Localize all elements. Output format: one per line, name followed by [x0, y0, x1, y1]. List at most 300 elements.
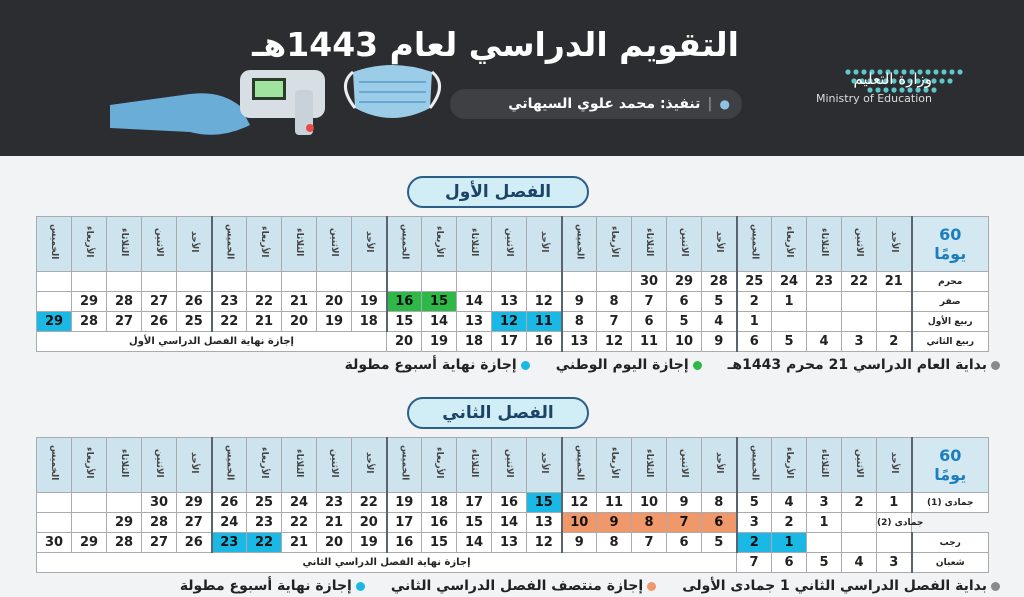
- table-row: [37, 272, 989, 292]
- weekday-header-row: [37, 217, 989, 272]
- day-cell: 30: [632, 272, 667, 292]
- day-cell: 28: [107, 533, 142, 553]
- day-cell: [772, 312, 807, 332]
- days-word: يومًا: [934, 244, 967, 263]
- day-cell: 13: [562, 332, 597, 352]
- end-of-semester-note: إجازة نهاية الفصل الدراسي الأول: [37, 332, 387, 352]
- day-cell: 9: [667, 493, 702, 513]
- legend-dot-icon: [647, 582, 656, 591]
- semester-2-title: الفصل الثاني: [407, 397, 589, 429]
- table-row: [37, 312, 989, 332]
- day-cell: 16: [422, 513, 457, 533]
- weekday-label: الاثنين: [679, 227, 689, 257]
- weekday-label: الخميس: [224, 445, 235, 481]
- weekday-label: الأربعاء: [259, 226, 269, 258]
- day-cell: 10: [667, 332, 702, 352]
- day-cell: 5: [807, 553, 842, 573]
- day-cell: 29: [72, 533, 107, 553]
- legend-text: إجازة اليوم الوطني: [555, 357, 689, 373]
- weekday-label: الأربعاء: [784, 226, 794, 258]
- semester-1-table: [36, 216, 989, 352]
- days-count: [912, 217, 989, 272]
- day-cell: 8: [597, 533, 632, 553]
- day-cell: 15: [387, 312, 422, 332]
- day-cell: 9: [562, 292, 597, 312]
- weekday-header: [317, 438, 352, 493]
- day-cell: 21: [282, 533, 317, 553]
- weekday-header: [247, 438, 282, 493]
- day-cell: 6: [737, 332, 772, 352]
- day-cell: 7: [632, 533, 667, 553]
- weekday-header: [702, 217, 737, 272]
- day-cell: 4: [842, 553, 877, 573]
- legend-text: بداية الفصل الدراسي الثاني 1 جمادى الأولى: [682, 578, 987, 594]
- month-label: جمادى (1): [912, 493, 989, 513]
- weekday-header: [107, 217, 142, 272]
- month-label: ربيع الثاني: [912, 332, 989, 352]
- day-cell: [352, 272, 387, 292]
- day-cell: 13: [527, 513, 562, 533]
- weekday-label: الثلاثاء: [294, 227, 304, 257]
- day-cell: [807, 292, 842, 312]
- table-row: [37, 553, 989, 573]
- day-cell: [527, 272, 562, 292]
- weekday-header: [387, 438, 422, 493]
- day-cell: 16: [492, 493, 527, 513]
- day-cell: 30: [142, 493, 177, 513]
- end-of-semester-note: إجازة نهاية الفصل الدراسي الثاني: [37, 553, 737, 573]
- weekday-label: الأربعاء: [84, 226, 94, 258]
- day-cell: 21: [317, 513, 352, 533]
- day-cell: [457, 272, 492, 292]
- weekday-label: الاثنين: [504, 448, 514, 478]
- month-label: صفر: [912, 292, 989, 312]
- author-name: تنفيذ: محمد علوي السيهاتي: [508, 96, 701, 112]
- day-cell: 4: [772, 493, 807, 513]
- day-cell: 13: [492, 533, 527, 553]
- day-cell: [842, 533, 877, 553]
- day-cell: 10: [632, 493, 667, 513]
- weekday-header: [247, 217, 282, 272]
- day-cell: [492, 272, 527, 292]
- table-row: [37, 533, 989, 553]
- day-cell: 19: [352, 292, 387, 312]
- day-cell: 19: [317, 312, 352, 332]
- day-cell: [37, 493, 72, 513]
- day-cell: [842, 513, 877, 533]
- day-cell: [72, 493, 107, 513]
- weekday-header: [422, 217, 457, 272]
- weekday-label: الثلاثاء: [819, 227, 829, 257]
- day-cell: 7: [737, 553, 772, 573]
- day-cell: 26: [142, 312, 177, 332]
- day-cell: 3: [737, 513, 772, 533]
- weekday-header: [492, 217, 527, 272]
- day-cell: 3: [842, 332, 877, 352]
- days-number: 60: [939, 446, 962, 465]
- day-cell: 3: [807, 493, 842, 513]
- month-label: محرم: [912, 272, 989, 292]
- header-banner: [0, 0, 1024, 156]
- day-cell: 21: [877, 272, 912, 292]
- day-cell: 16: [527, 332, 562, 352]
- weekday-header: [282, 438, 317, 493]
- day-cell: 2: [772, 513, 807, 533]
- day-cell: 15: [422, 292, 457, 312]
- weekday-header: [737, 217, 772, 272]
- day-cell: 22: [842, 272, 877, 292]
- weekday-label: الثلاثاء: [294, 448, 304, 478]
- day-cell: 25: [177, 312, 212, 332]
- day-cell: 26: [177, 292, 212, 312]
- day-cell: 1: [737, 312, 772, 332]
- day-cell: 29: [667, 272, 702, 292]
- day-cell: 23: [212, 292, 247, 312]
- day-cell: [177, 272, 212, 292]
- day-cell: 4: [807, 332, 842, 352]
- weekday-label: الثلاثاء: [644, 227, 654, 257]
- day-cell: [877, 533, 912, 553]
- weekday-header: [772, 217, 807, 272]
- legend-dot-icon: [521, 361, 530, 370]
- day-cell: 29: [37, 312, 72, 332]
- day-cell: 24: [772, 272, 807, 292]
- weekday-label: الأربعاء: [609, 447, 619, 479]
- day-cell: 23: [807, 272, 842, 292]
- day-cell: 19: [352, 533, 387, 553]
- day-cell: 22: [282, 513, 317, 533]
- day-cell: [107, 272, 142, 292]
- legend-item: [345, 357, 530, 373]
- day-cell: 12: [562, 493, 597, 513]
- day-cell: 3: [877, 553, 912, 573]
- weekday-label: الخميس: [574, 224, 585, 260]
- day-cell: 23: [247, 513, 282, 533]
- weekday-label: الثلاثاء: [469, 227, 479, 257]
- page-title: التقويم الدراسي لعام 1443هـ: [252, 25, 739, 64]
- day-cell: [387, 272, 422, 292]
- weekday-label: الثلاثاء: [119, 227, 129, 257]
- day-cell: 19: [387, 493, 422, 513]
- weekday-label: الخميس: [574, 445, 585, 481]
- day-cell: 22: [212, 312, 247, 332]
- weekday-header: [807, 438, 842, 493]
- day-cell: 18: [422, 493, 457, 513]
- day-cell: 13: [492, 292, 527, 312]
- weekday-label: الخميس: [399, 224, 410, 260]
- weekday-header-row: [37, 438, 989, 493]
- day-cell: 27: [107, 312, 142, 332]
- face-mask-icon: [335, 50, 450, 130]
- weekday-header: [772, 438, 807, 493]
- weekday-header: [597, 217, 632, 272]
- table-row: [37, 292, 989, 312]
- day-cell: 8: [562, 312, 597, 332]
- day-cell: 29: [72, 292, 107, 312]
- day-cell: 20: [282, 312, 317, 332]
- weekday-header: [527, 438, 562, 493]
- day-cell: 17: [457, 493, 492, 513]
- month-label: ربيع الأول: [912, 312, 989, 332]
- day-cell: [807, 533, 842, 553]
- weekday-label: الأحد: [538, 452, 549, 474]
- day-cell: 28: [72, 312, 107, 332]
- day-cell: [37, 272, 72, 292]
- weekday-label: الخميس: [224, 224, 235, 260]
- weekday-header: [352, 217, 387, 272]
- day-cell: 2: [842, 493, 877, 513]
- weekday-label: الأربعاء: [259, 447, 269, 479]
- day-cell: 24: [212, 513, 247, 533]
- weekday-header: [597, 438, 632, 493]
- weekday-label: الخميس: [399, 445, 410, 481]
- day-cell: [317, 272, 352, 292]
- weekday-header: [737, 438, 772, 493]
- table-row: [37, 513, 989, 533]
- day-cell: 18: [352, 312, 387, 332]
- day-cell: 8: [597, 292, 632, 312]
- day-cell: 20: [387, 332, 422, 352]
- day-cell: 30: [37, 533, 72, 553]
- day-cell: 6: [702, 513, 737, 533]
- day-cell: 27: [142, 292, 177, 312]
- day-cell: 25: [737, 272, 772, 292]
- weekday-header: [282, 217, 317, 272]
- day-cell: 14: [422, 312, 457, 332]
- day-cell: [562, 272, 597, 292]
- day-cell: 5: [702, 292, 737, 312]
- day-cell: 16: [387, 292, 422, 312]
- author-credit: [450, 89, 742, 119]
- day-cell: 6: [772, 553, 807, 573]
- semester-2-legend: [179, 578, 1000, 594]
- day-cell: 10: [562, 513, 597, 533]
- day-cell: 1: [772, 533, 807, 553]
- day-cell: [842, 312, 877, 332]
- weekday-header: [352, 438, 387, 493]
- day-cell: [247, 272, 282, 292]
- day-cell: 2: [737, 533, 772, 553]
- day-cell: [282, 272, 317, 292]
- weekday-label: الأحد: [363, 231, 374, 253]
- weekday-label: الثلاثاء: [819, 448, 829, 478]
- day-cell: 2: [877, 332, 912, 352]
- legend-item: [682, 578, 1000, 594]
- weekday-label: الاثنين: [154, 227, 164, 257]
- weekday-label: الأحد: [713, 231, 724, 253]
- day-cell: 19: [422, 332, 457, 352]
- weekday-header: [527, 217, 562, 272]
- weekday-label: الاثنين: [154, 448, 164, 478]
- day-cell: 5: [772, 332, 807, 352]
- weekday-label: الأحد: [188, 231, 199, 253]
- weekday-label: الخميس: [749, 445, 760, 481]
- weekday-header: [842, 217, 877, 272]
- weekday-label: الأحد: [888, 452, 899, 474]
- day-cell: 28: [142, 513, 177, 533]
- legend-dot-icon: [991, 361, 1000, 370]
- day-cell: 22: [247, 533, 282, 553]
- day-cell: 9: [597, 513, 632, 533]
- weekday-label: الأحد: [888, 231, 899, 253]
- ministry-logo: [815, 30, 994, 110]
- weekday-label: الأحد: [538, 231, 549, 253]
- weekday-header: [562, 438, 597, 493]
- day-cell: 12: [492, 312, 527, 332]
- day-cell: 20: [317, 533, 352, 553]
- legend-text: إجازة نهاية أسبوع مطولة: [344, 357, 517, 373]
- day-cell: [807, 312, 842, 332]
- weekday-header: [212, 438, 247, 493]
- day-cell: 9: [702, 332, 737, 352]
- month-label: شعبان: [912, 553, 989, 573]
- weekday-label: الخميس: [49, 445, 59, 481]
- day-cell: 8: [702, 493, 737, 513]
- day-cell: 5: [702, 533, 737, 553]
- day-cell: [72, 513, 107, 533]
- weekday-header: [667, 438, 702, 493]
- weekday-label: الاثنين: [329, 227, 339, 257]
- legend-text: إجازة نهاية أسبوع مطولة: [179, 578, 352, 594]
- day-cell: [72, 272, 107, 292]
- day-cell: 11: [632, 332, 667, 352]
- weekday-header: [702, 438, 737, 493]
- day-cell: 28: [702, 272, 737, 292]
- weekday-header: [457, 217, 492, 272]
- day-cell: 22: [247, 292, 282, 312]
- weekday-header: [877, 217, 912, 272]
- day-cell: 23: [317, 493, 352, 513]
- day-cell: [37, 292, 72, 312]
- day-cell: 15: [422, 533, 457, 553]
- day-cell: 13: [457, 312, 492, 332]
- legend-item: [180, 578, 365, 594]
- weekday-header: [212, 217, 247, 272]
- weekday-header: [492, 438, 527, 493]
- day-cell: 18: [457, 332, 492, 352]
- weekday-label: الأربعاء: [784, 447, 794, 479]
- days-word: يومًا: [934, 465, 967, 484]
- semester-1-legend: [220, 357, 1000, 373]
- day-cell: 20: [352, 513, 387, 533]
- weekday-label: الخميس: [49, 224, 59, 260]
- weekday-label: الثلاثاء: [119, 448, 129, 478]
- day-cell: 11: [597, 493, 632, 513]
- weekday-header: [387, 217, 422, 272]
- day-cell: 11: [527, 312, 562, 332]
- weekday-header: [72, 438, 107, 493]
- day-cell: [107, 493, 142, 513]
- semester-2-table: [36, 437, 989, 573]
- weekday-label: الأربعاء: [84, 447, 94, 479]
- day-cell: 27: [142, 533, 177, 553]
- day-cell: 9: [562, 533, 597, 553]
- day-cell: 7: [597, 312, 632, 332]
- weekday-header: [667, 217, 702, 272]
- weekday-header: [107, 438, 142, 493]
- weekday-label: الأربعاء: [434, 447, 444, 479]
- legend-item: [728, 357, 1000, 373]
- weekday-label: الثلاثاء: [644, 448, 654, 478]
- day-cell: 5: [737, 493, 772, 513]
- day-cell: 21: [247, 312, 282, 332]
- weekday-label: الأربعاء: [609, 226, 619, 258]
- day-cell: 17: [492, 332, 527, 352]
- day-cell: 26: [212, 493, 247, 513]
- weekday-header: [807, 217, 842, 272]
- day-cell: [877, 312, 912, 332]
- day-cell: 12: [527, 533, 562, 553]
- day-cell: 17: [387, 513, 422, 533]
- day-cell: 7: [632, 292, 667, 312]
- weekday-header: [37, 217, 72, 272]
- month-label: جمادى (2): [877, 513, 912, 533]
- divider: |: [707, 96, 713, 112]
- weekday-label: الأحد: [363, 452, 374, 474]
- day-cell: [142, 272, 177, 292]
- day-cell: 15: [527, 493, 562, 513]
- day-cell: 6: [632, 312, 667, 332]
- day-cell: 16: [387, 533, 422, 553]
- day-cell: 22: [352, 493, 387, 513]
- day-cell: 6: [667, 292, 702, 312]
- weekday-label: الاثنين: [679, 448, 689, 478]
- weekday-header: [177, 217, 212, 272]
- days-count: [912, 438, 989, 493]
- day-cell: [37, 513, 72, 533]
- weekday-header: [842, 438, 877, 493]
- weekday-label: الثلاثاء: [469, 448, 479, 478]
- table-row: [37, 493, 989, 513]
- day-cell: 4: [702, 312, 737, 332]
- weekday-label: الاثنين: [504, 227, 514, 257]
- day-cell: 14: [457, 292, 492, 312]
- day-cell: [877, 292, 912, 312]
- weekday-header: [632, 438, 667, 493]
- weekday-header: [877, 438, 912, 493]
- day-cell: 7: [667, 513, 702, 533]
- legend-text: إجازة منتصف الفصل الدراسي الثاني: [390, 578, 644, 594]
- weekday-label: الأحد: [188, 452, 199, 474]
- ministry-name-ar: وزارة التعليم: [853, 70, 932, 88]
- day-cell: [212, 272, 247, 292]
- weekday-label: الاثنين: [854, 227, 864, 257]
- day-cell: 12: [527, 292, 562, 312]
- day-cell: 29: [177, 493, 212, 513]
- legend-item: [391, 578, 656, 594]
- day-cell: 6: [667, 533, 702, 553]
- weekday-label: الأربعاء: [434, 226, 444, 258]
- weekday-header: [37, 438, 72, 493]
- weekday-header: [177, 438, 212, 493]
- legend-dot-icon: [693, 361, 702, 370]
- month-label: رجب: [912, 533, 989, 553]
- legend-text: بداية العام الدراسي 21 محرم 1443هـ: [727, 357, 987, 373]
- day-cell: 26: [177, 533, 212, 553]
- legend-item: [556, 357, 702, 373]
- legend-dot-icon: [356, 582, 365, 591]
- day-cell: 27: [177, 513, 212, 533]
- thermometer-glove-icon: [100, 50, 330, 150]
- day-cell: [422, 272, 457, 292]
- day-cell: 29: [107, 513, 142, 533]
- day-cell: 5: [667, 312, 702, 332]
- weekday-header: [72, 217, 107, 272]
- user-icon: ●: [719, 97, 730, 111]
- weekday-header: [422, 438, 457, 493]
- day-cell: 23: [212, 533, 247, 553]
- legend-dot-icon: [991, 582, 1000, 591]
